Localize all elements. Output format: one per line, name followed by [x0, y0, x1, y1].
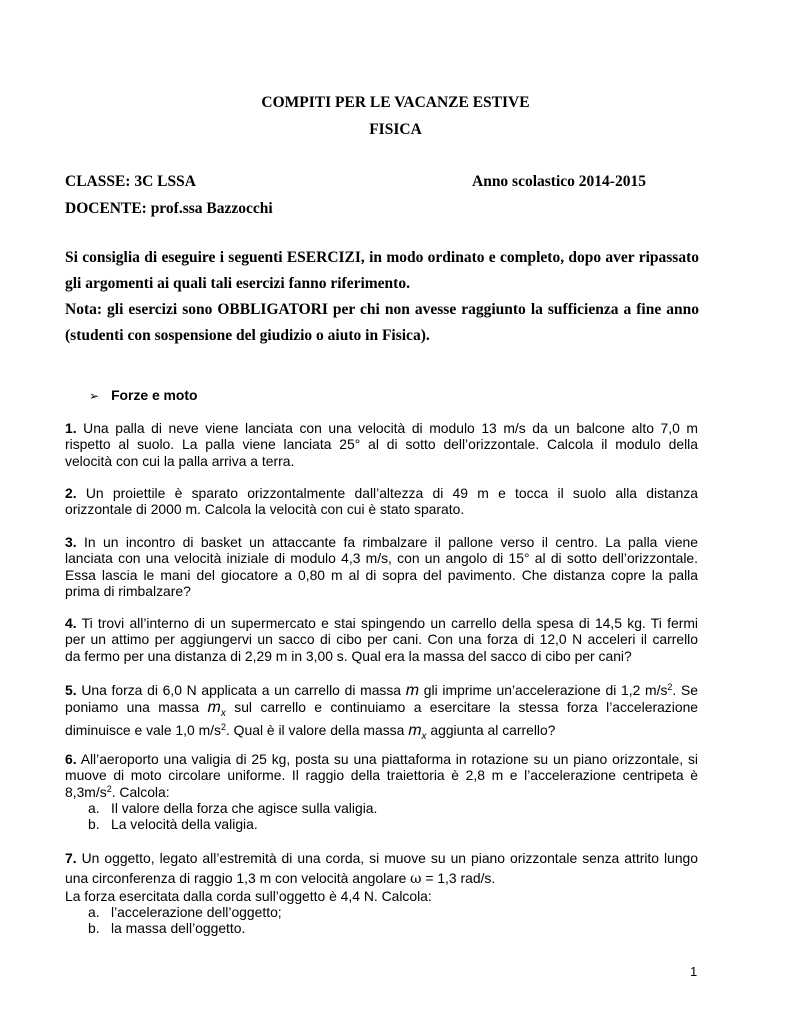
teacher-label: DOCENTE: prof.ssa Bazzocchi — [65, 200, 273, 217]
added-mass-symbol: $m_x$ — [207, 699, 226, 720]
exercise-text: orizzontale di 2000 m. Calcola la velocità con cui è stato sparato. — [65, 501, 465, 518]
exercise-number: 7. — [65, 850, 77, 866]
exercise-text: rispetto al suolo. La palla viene lanciata 25° al di sotto dell’orizzontale. Calcola il modulo della — [65, 436, 698, 453]
exercise-text: lanciata con una velocità iniziale di modulo 4,3 m/s, con un angolo di 15° al di sotto dell’orizzontale. — [65, 550, 698, 567]
intro-note — [65, 245, 699, 349]
exponent: 2 — [106, 783, 112, 794]
subject-title: FISICA — [369, 121, 422, 138]
intro-line: Si consiglia di eseguire i seguenti ESERCIZI, in modo ordinato e completo, dopo aver ripassato — [65, 249, 699, 266]
exercise-text: . Qual è il valore della massa — [225, 722, 405, 739]
exercise-number: 6. — [65, 751, 77, 767]
exercise-text: gli imprime un’accelerazione di 1,2 m/s — [423, 682, 668, 698]
intro-line: gli argomenti ai quali tali esercizi fanno riferimento. — [65, 275, 410, 292]
exercise-text: Ti trovi all’interno di un supermercato e stai spingendo un carrello della spesa di 14,5 kg. Ti fermi — [81, 615, 698, 631]
exercise-7 — [65, 850, 698, 905]
section-title: Forze e moto — [111, 387, 198, 403]
exponent: 2 — [667, 682, 673, 692]
section-heading — [89, 387, 198, 403]
exercise-text: 8,3m/s — [65, 783, 107, 800]
exercise-text: = 1,3 rad/s. — [425, 870, 496, 886]
exercise-text: poniamo una massa — [65, 699, 200, 715]
exercise-text: All’aeroporto una valigia di 25 kg, posta su una piattaforma in rotazione su un piano orizzontale, si — [80, 751, 699, 767]
arrow-bullet-icon: ➢ — [89, 389, 100, 403]
added-mass-symbol: $m_x$ — [408, 722, 427, 743]
exercise-text: Un oggetto, legato all’estremità di una corda, si muove su un piano orizzontale senza attrito lungo — [81, 850, 699, 866]
exercise-text: da fermo per una distanza di 2,29 m in 3,00 s. Qual era la massa del sacco di cibo per cani? — [65, 647, 632, 664]
exercise-text: In un incontro di basket un attaccante fa rimbalzare il pallone verso il centro. La palla viene — [84, 534, 699, 550]
exercise-number: 3. — [65, 534, 77, 550]
exercise-text: . Calcola: — [111, 783, 170, 800]
exercise-7-list — [88, 904, 282, 937]
exercise-number: 2. — [65, 485, 77, 501]
exercise-text: prima di rimbalzare? — [65, 582, 191, 599]
exercise-2 — [65, 485, 698, 518]
exercise-text: diminuisce e vale 1,0 m/s — [65, 722, 221, 739]
intro-line: Nota: gli esercizi sono OBBLIGATORI per chi non avesse raggiunto la sufficienza a fine anno — [65, 301, 699, 318]
exercise-6 — [65, 751, 698, 800]
exercise-text: . Se — [672, 682, 698, 698]
exercise-6-list — [88, 800, 377, 833]
exercise-text: Essa lascia le mani del giocatore a 0,80 m al di sopra del pavimento. Che distanza copre la palla — [65, 566, 698, 583]
exercise-text: per un attimo per aggiungervi un sacco di cibo per cani. Con una forza di 12,0 N acceleri il carrello — [65, 631, 698, 648]
exercise-3 — [65, 534, 698, 599]
page-number: 1 — [690, 964, 698, 979]
exponent: 2 — [220, 722, 226, 733]
exercise-5 — [65, 682, 698, 745]
intro-line: (studenti con sospensione del giudizio o aiuto in Fisica). — [65, 327, 430, 344]
exercise-1 — [65, 420, 698, 469]
exercise-text: Una palla di neve viene lanciata con una velocità di modulo 13 m/s da un balcone alto 7,0 m — [83, 420, 698, 436]
exercise-number: 4. — [65, 615, 77, 631]
list-item: a. l’accelerazione dell’oggetto; — [88, 904, 282, 920]
exercise-text: La forza esercitata dalla corda sull’oggetto è 4,4 N. Calcola: — [65, 888, 432, 904]
exercise-text: Una forza di 6,0 N applicata a un carrello di massa — [81, 682, 402, 698]
exercise-text: Un proiettile è sparato orizzontalmente dall’altezza di 49 m e tocca il suolo alla distanza — [85, 485, 699, 501]
exercise-text: sul carrello e continuiamo a esercitare la stessa forza l’accelerazione — [234, 699, 699, 715]
omega-symbol: ω — [410, 871, 422, 887]
list-item: b. la massa dell’oggetto. — [88, 920, 246, 937]
exercise-number: 1. — [65, 420, 77, 436]
exercise-text: muove di moto circolare uniforme. Il raggio della traiettoria è 2,8 m e l’accelerazione centripeta è — [65, 767, 698, 784]
list-item: a. Il valore della forza che agisce sulla valigia. — [88, 800, 378, 816]
list-item: b. La velocità della valigia. — [88, 816, 258, 833]
class-label: CLASSE: 3C LSSA — [65, 173, 196, 190]
exercise-4 — [65, 615, 698, 664]
school-year-label: Anno scolastico 2014-2015 — [472, 173, 646, 190]
exercise-text: una circonferenza di raggio 1,3 m con velocità angolare — [65, 870, 407, 886]
exercise-number: 5. — [65, 682, 77, 698]
document-title: COMPITI PER LE VACANZE ESTIVE — [261, 94, 530, 111]
exercise-text: aggiunta al carrello? — [430, 722, 556, 739]
mass-symbol: m — [405, 682, 420, 699]
exercise-text: velocità con cui la palla arriva a terra. — [65, 452, 295, 469]
